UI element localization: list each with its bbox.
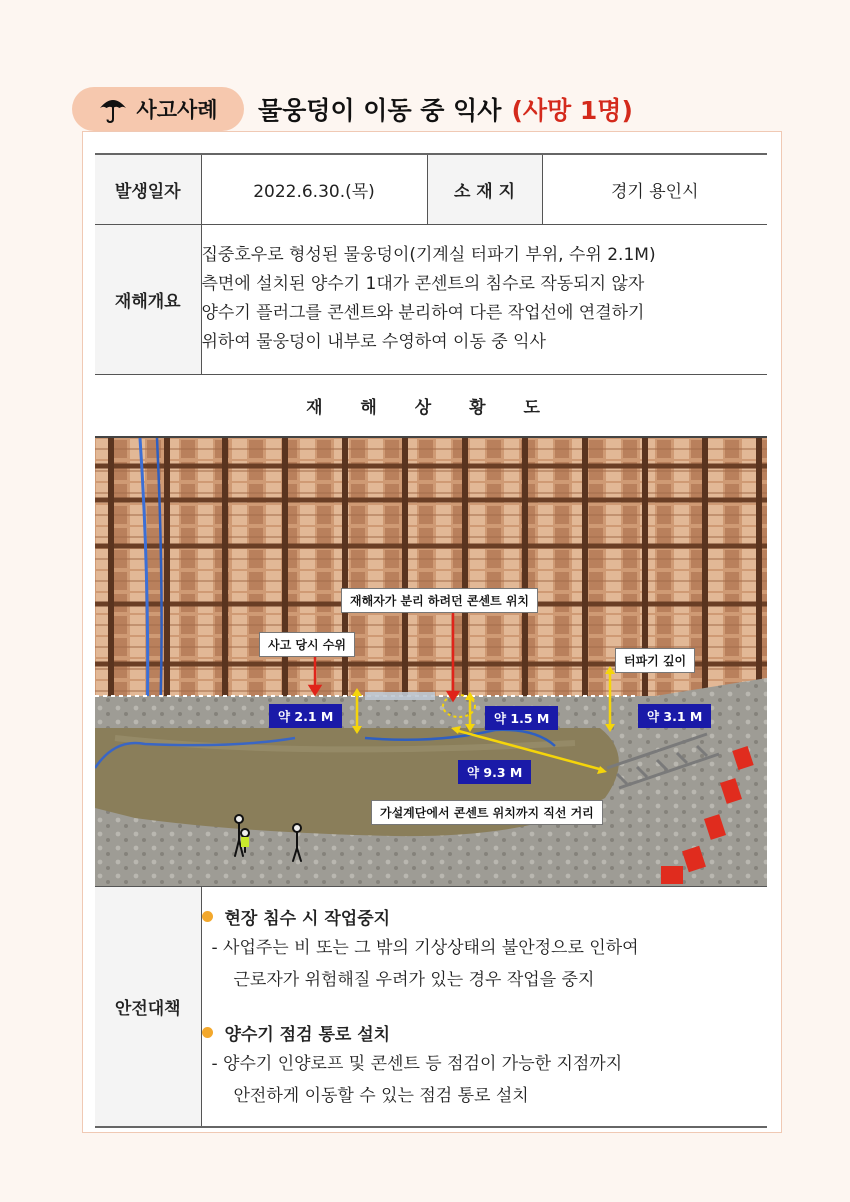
location-value: 경기 용인시: [542, 154, 767, 224]
stair-distance-tag: 약 9.3 M: [458, 760, 531, 784]
measures-label: 안전대책: [95, 887, 201, 1127]
info-row: [95, 154, 767, 224]
badge-label: 사고사례: [136, 98, 218, 122]
page-title: 물웅덩이 이동 중 익사 (사망 1명): [258, 96, 633, 125]
scene-photo-cell: [95, 437, 767, 887]
measure-description: - 사업주는 비 또는 그 밖의 기상상태의 불안정으로 인하여 근로자가 위험해질 우려가 있는 경우 작업을 중지: [211, 938, 639, 991]
measure-heading: 현장 침수 시 작업중지: [202, 900, 768, 932]
accident-report-table: [95, 153, 767, 1128]
section-header: [72, 86, 633, 132]
overview-row: [95, 224, 767, 374]
measure-description: - 양수기 인양로프 및 콘센트 등 점검이 가능한 지점까지 안전하게 이동할 수 있는 점검 통로 설치: [211, 1054, 623, 1107]
pit-depth-tag: 약 3.1 M: [638, 704, 711, 728]
water-depth-tag: 약 2.1 M: [269, 704, 342, 728]
measures-content: [201, 887, 767, 1127]
scene-row: [95, 437, 767, 887]
scene-title: 재 해 상 황 도: [95, 374, 767, 437]
overview-label: 재해개요: [95, 224, 201, 374]
fatality-count: (사망 1명): [511, 96, 633, 125]
category-badge: [72, 87, 244, 131]
measure-heading: 양수기 점검 통로 설치: [202, 1016, 768, 1048]
water-level-callout: 사고 당시 수위: [259, 632, 355, 657]
accident-scene-photo: [95, 438, 767, 886]
measures-row: [95, 887, 767, 1127]
distance-callout: 가설계단에서 콘센트 위치까지 직선 거리: [371, 800, 603, 825]
outlet-height-tag: 약 1.5 M: [485, 706, 558, 730]
umbrella-icon: [98, 94, 128, 124]
overview-text: 집중호우로 형성된 물웅덩이(기계실 터파기 부위, 수위 2.1M) 측면에 설치된 양수기 1대가 콘센트의 침수로 작동되지 않자 양수기 플러그를 콘센트와 분리하여 다른 작업선에 연결하기 위하여 물웅덩이 내부로 수영하여 이동 중 익사: [201, 224, 767, 374]
outlet-callout: 재해자가 분리 하려던 콘센트 위치: [341, 588, 538, 613]
excavation-depth-callout: 터파기 깊이: [615, 648, 695, 673]
date-label: 발생일자: [95, 154, 201, 224]
location-label: 소 재 지: [427, 154, 542, 224]
bullet-icon: [202, 911, 213, 922]
scene-title-row: [95, 374, 767, 437]
date-value: 2022.6.30.(목): [201, 154, 427, 224]
bullet-icon: [202, 1027, 213, 1038]
